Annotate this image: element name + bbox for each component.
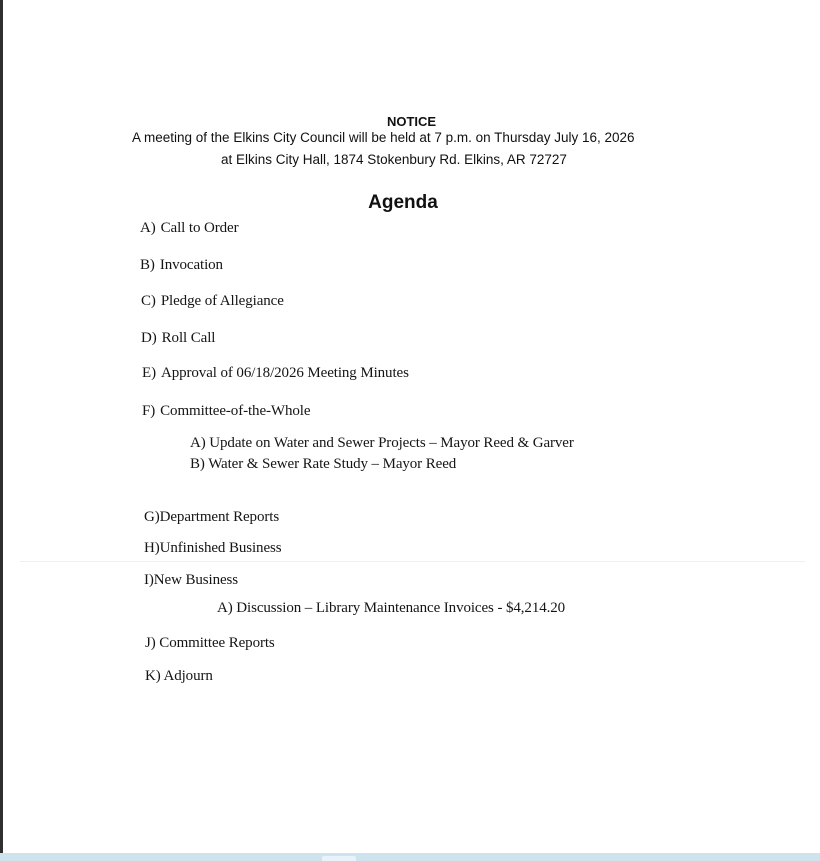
window-bottom-bar: [0, 853, 820, 861]
agenda-item-adjourn: [145, 668, 213, 685]
subitem-letter: A): [217, 600, 233, 616]
agenda-item-letter: C): [141, 293, 156, 309]
subitem-text: Update on Water and Sewer Projects – Mayor Reed & Garver: [209, 435, 574, 451]
agenda-item-text: Committee Reports: [159, 635, 275, 651]
agenda-item-letter: H): [144, 540, 160, 556]
agenda-item-letter: G): [144, 509, 160, 525]
agenda-item-committee-reports: [145, 635, 275, 652]
agenda-item-department-reports: [144, 509, 279, 526]
agenda-item-letter: F): [142, 403, 156, 419]
agenda-item-text: Adjourn: [163, 668, 213, 684]
committee-subitem-water-sewer-projects: [190, 435, 574, 452]
agenda-item-text: Pledge of Allegiance: [160, 293, 284, 309]
agenda-item-letter: K): [145, 668, 161, 684]
notice-meeting-line: A meeting of the Elkins City Council will be held at 7 p.m. on Thursday July 16, 2026: [132, 130, 635, 145]
notice-title: NOTICE: [386, 114, 437, 129]
bottom-bar-tab: [322, 856, 356, 861]
agenda-item-letter: E): [142, 365, 156, 381]
subitem-letter: A): [190, 435, 206, 451]
subitem-letter: B): [190, 456, 205, 472]
committee-subitem-rate-study: [190, 456, 456, 473]
agenda-item-letter: A): [140, 220, 156, 236]
subitem-text: Discussion – Library Maintenance Invoices - $4,214.20: [236, 600, 566, 616]
agenda-item-text: Committee-of-the-Whole: [160, 403, 311, 419]
agenda-item-text: Approval of 06/18/2026 Meeting Minutes: [160, 365, 409, 381]
new-business-subitem-library-invoices: [217, 600, 565, 617]
agenda-item-new-business: [144, 572, 238, 589]
agenda-item-text: New Business: [153, 572, 239, 588]
agenda-heading: Agenda: [368, 192, 438, 213]
agenda-item-approval-minutes: [142, 365, 409, 382]
agenda-item-invocation: [140, 257, 223, 274]
scan-divider: [20, 561, 805, 562]
agenda-item-text: Invocation: [159, 257, 223, 273]
agenda-item-call-to-order: [140, 220, 239, 237]
notice-location-line: at Elkins City Hall, 1874 Stokenbury Rd. Elkins, AR 72727: [221, 152, 567, 167]
agenda-item-text: Roll Call: [161, 330, 216, 346]
agenda-item-committee-of-the-whole: [142, 403, 310, 420]
agenda-item-text: Unfinished Business: [159, 540, 282, 556]
agenda-item-letter: D): [141, 330, 157, 346]
agenda-item-unfinished-business: [144, 540, 282, 557]
agenda-item-letter: J): [145, 635, 156, 651]
agenda-item-roll-call: [141, 330, 215, 347]
agenda-item-pledge: [141, 293, 284, 310]
agenda-item-letter: B): [140, 257, 155, 273]
subitem-text: Water & Sewer Rate Study – Mayor Reed: [208, 456, 457, 472]
agenda-item-text: Department Reports: [159, 509, 280, 525]
agenda-item-letter: I): [144, 572, 154, 588]
agenda-item-text: Call to Order: [160, 220, 239, 236]
